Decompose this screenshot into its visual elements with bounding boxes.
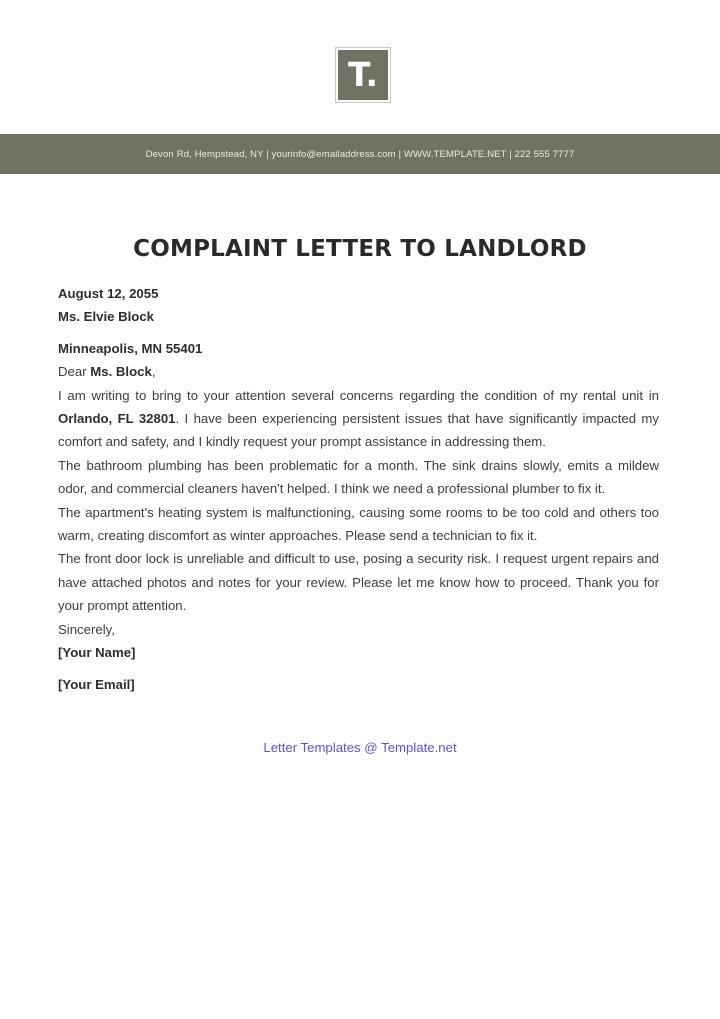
- salutation: [58, 360, 659, 383]
- paragraph-plumbing: The bathroom plumbing has been problematic for a month. The sink drains slowly, emits a mildew odor, and commercial cleaners haven't helped. I think we need a professional plumber to fix it.: [58, 457, 659, 497]
- document-title: COMPLAINT LETTER TO LANDLORD: [133, 236, 587, 262]
- paragraph-heating: The apartment's heating system is malfunctioning, causing some rooms to be too cold and others too warm, creating discomfort as winter approaches. Please send a technician to fix it.: [58, 504, 659, 544]
- paragraph-intro-start: I am writing to bring to your attention several concerns regarding the condition of my rental unit in: [58, 387, 659, 403]
- recipient-city: Minneapolis, MN 55401: [58, 340, 203, 356]
- paragraph-door-lock: The front door lock is unreliable and difficult to use, posing a security risk. I request urgent repairs and have attached photos and notes for your review. Please let me know how to proceed. Thank you for your prompt attention.: [58, 551, 659, 614]
- header-band: [0, 134, 720, 174]
- salutation-name: Ms. Block: [90, 364, 152, 380]
- signature-email: [Your Email]: [58, 676, 135, 692]
- footer-link[interactable]: Letter Templates @ Template.net: [263, 740, 457, 755]
- letter-body: [58, 282, 659, 696]
- letter-date: August 12, 2055: [58, 286, 159, 301]
- salutation-prefix: Dear: [58, 364, 91, 380]
- paragraph-intro: [58, 384, 659, 454]
- recipient-name: Ms. Elvie Block: [58, 309, 155, 325]
- rental-location: Orlando, FL 32801: [58, 411, 176, 427]
- contact-line: Devon Rd, Hempstead, NY | yourinfo@emailaddress.com | WWW.TEMPLATE.NET | 222 555 7777: [145, 148, 575, 160]
- logo-letter: T.: [347, 54, 379, 94]
- signature-name: [Your Name]: [58, 645, 136, 661]
- closing: Sincerely,: [58, 621, 115, 637]
- salutation-suffix: ,: [151, 364, 156, 380]
- paragraph-intro-end: . I have been experiencing persistent issues that have significantly impacted my comfort and safety, and I kindly request your prompt assistance in addressing them.: [58, 411, 659, 450]
- brand-logo: [336, 48, 390, 102]
